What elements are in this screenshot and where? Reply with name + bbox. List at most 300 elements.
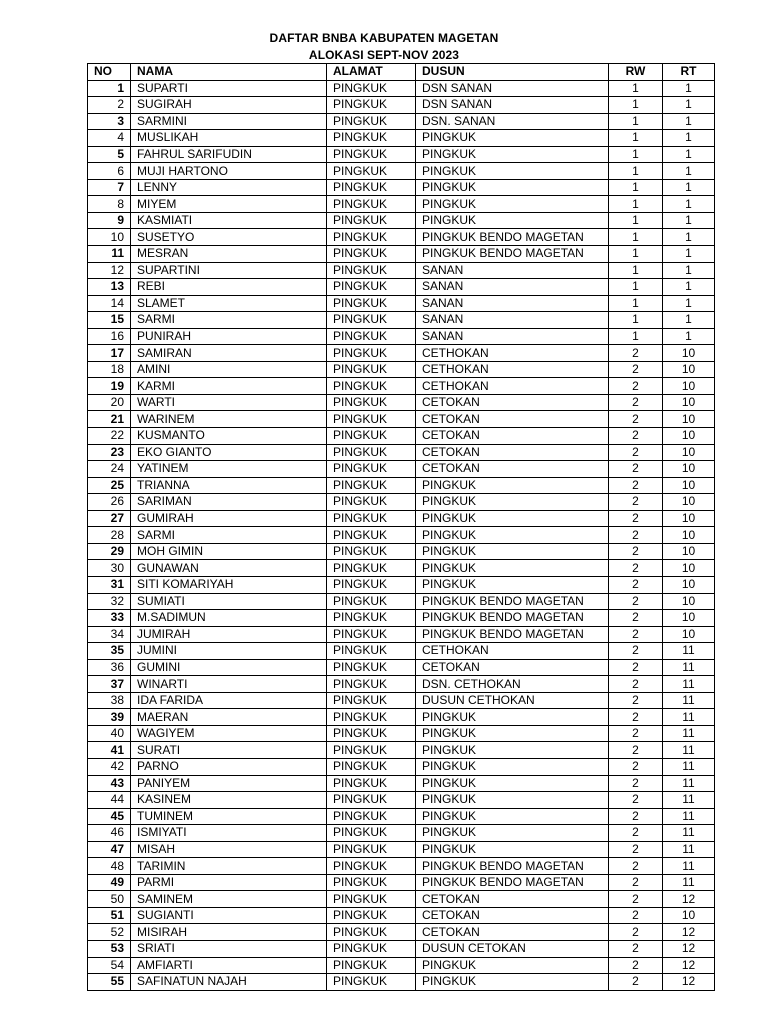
- cell-no: 38: [88, 692, 131, 709]
- cell-rt: 1: [663, 312, 715, 329]
- cell-dusun: PINGKUK: [416, 825, 609, 842]
- cell-alamat: PINGKUK: [327, 246, 416, 263]
- cell-rw: 2: [609, 345, 663, 362]
- cell-dusun: PINGKUK: [416, 163, 609, 180]
- table-row: [88, 312, 715, 329]
- cell-nama: SURATI: [131, 742, 327, 759]
- cell-rt: 10: [663, 543, 715, 560]
- cell-no: 2: [88, 97, 131, 114]
- cell-nama: PUNIRAH: [131, 328, 327, 345]
- cell-alamat: PINGKUK: [327, 692, 416, 709]
- cell-alamat: PINGKUK: [327, 113, 416, 130]
- cell-alamat: PINGKUK: [327, 130, 416, 147]
- cell-no: 3: [88, 113, 131, 130]
- cell-alamat: PINGKUK: [327, 394, 416, 411]
- table-row: [88, 825, 715, 842]
- cell-dusun: CETOKAN: [416, 659, 609, 676]
- cell-dusun: CETOKAN: [416, 411, 609, 428]
- cell-alamat: PINGKUK: [327, 792, 416, 809]
- cell-dusun: PINGKUK: [416, 130, 609, 147]
- cell-no: 44: [88, 792, 131, 809]
- cell-nama: MOH GIMIN: [131, 543, 327, 560]
- cell-rt: 1: [663, 97, 715, 114]
- cell-rw: 1: [609, 113, 663, 130]
- cell-dusun: PINGKUK: [416, 212, 609, 229]
- cell-alamat: PINGKUK: [327, 80, 416, 97]
- cell-alamat: PINGKUK: [327, 179, 416, 196]
- cell-rt: 1: [663, 246, 715, 263]
- table-row: [88, 130, 715, 147]
- cell-no: 12: [88, 262, 131, 279]
- table-row: [88, 626, 715, 643]
- cell-rt: 1: [663, 328, 715, 345]
- cell-nama: WARTI: [131, 394, 327, 411]
- cell-rt: 1: [663, 146, 715, 163]
- cell-rw: 2: [609, 858, 663, 875]
- table-row: [88, 527, 715, 544]
- cell-alamat: PINGKUK: [327, 758, 416, 775]
- cell-rw: 2: [609, 940, 663, 957]
- document-header: [0, 30, 768, 63]
- table-row: [88, 262, 715, 279]
- cell-no: 21: [88, 411, 131, 428]
- cell-alamat: PINGKUK: [327, 924, 416, 941]
- cell-rt: 1: [663, 279, 715, 296]
- cell-rw: 2: [609, 725, 663, 742]
- cell-dusun: PINGKUK: [416, 792, 609, 809]
- table-row: [88, 924, 715, 941]
- cell-rt: 10: [663, 610, 715, 627]
- cell-dusun: SANAN: [416, 312, 609, 329]
- cell-alamat: PINGKUK: [327, 163, 416, 180]
- cell-dusun: PINGKUK BENDO MAGETAN: [416, 246, 609, 263]
- cell-dusun: PINGKUK: [416, 808, 609, 825]
- table-body: [88, 80, 715, 990]
- cell-dusun: DUSUN CETHOKAN: [416, 692, 609, 709]
- cell-alamat: PINGKUK: [327, 626, 416, 643]
- cell-rw: 2: [609, 610, 663, 627]
- table-row: [88, 907, 715, 924]
- table-row: [88, 411, 715, 428]
- cell-rt: 1: [663, 212, 715, 229]
- cell-dusun: DSN. SANAN: [416, 113, 609, 130]
- table-row: [88, 394, 715, 411]
- cell-rw: 1: [609, 262, 663, 279]
- cell-rw: 2: [609, 692, 663, 709]
- cell-rt: 11: [663, 692, 715, 709]
- table-row: [88, 163, 715, 180]
- cell-rw: 2: [609, 758, 663, 775]
- cell-dusun: CETHOKAN: [416, 345, 609, 362]
- cell-alamat: PINGKUK: [327, 146, 416, 163]
- cell-rt: 11: [663, 858, 715, 875]
- cell-dusun: SANAN: [416, 279, 609, 296]
- cell-alamat: PINGKUK: [327, 593, 416, 610]
- column-header-alamat: ALAMAT: [327, 64, 416, 81]
- cell-rw: 2: [609, 593, 663, 610]
- cell-alamat: PINGKUK: [327, 825, 416, 842]
- cell-nama: KARMI: [131, 378, 327, 395]
- cell-rt: 12: [663, 940, 715, 957]
- table-row: [88, 246, 715, 263]
- cell-alamat: PINGKUK: [327, 527, 416, 544]
- recipient-table: [87, 63, 715, 991]
- cell-no: 40: [88, 725, 131, 742]
- cell-rt: 10: [663, 560, 715, 577]
- cell-rt: 1: [663, 80, 715, 97]
- table-row: [88, 494, 715, 511]
- cell-nama: LENNY: [131, 179, 327, 196]
- cell-rt: 11: [663, 643, 715, 660]
- cell-nama: WINARTI: [131, 676, 327, 693]
- cell-nama: SUPARTINI: [131, 262, 327, 279]
- cell-alamat: PINGKUK: [327, 775, 416, 792]
- cell-nama: M.SADIMUN: [131, 610, 327, 627]
- table-row: [88, 378, 715, 395]
- cell-no: 18: [88, 361, 131, 378]
- cell-no: 24: [88, 461, 131, 478]
- cell-rw: 2: [609, 461, 663, 478]
- cell-alamat: PINGKUK: [327, 510, 416, 527]
- cell-no: 23: [88, 444, 131, 461]
- cell-no: 1: [88, 80, 131, 97]
- cell-dusun: CETOKAN: [416, 461, 609, 478]
- cell-rt: 11: [663, 874, 715, 891]
- cell-rt: 10: [663, 477, 715, 494]
- cell-alamat: PINGKUK: [327, 361, 416, 378]
- cell-no: 33: [88, 610, 131, 627]
- cell-rt: 1: [663, 113, 715, 130]
- cell-no: 53: [88, 940, 131, 957]
- cell-nama: MESRAN: [131, 246, 327, 263]
- table-row: [88, 279, 715, 296]
- cell-rt: 10: [663, 576, 715, 593]
- cell-nama: PANIYEM: [131, 775, 327, 792]
- cell-rt: 11: [663, 808, 715, 825]
- cell-alamat: PINGKUK: [327, 345, 416, 362]
- cell-no: 15: [88, 312, 131, 329]
- cell-alamat: PINGKUK: [327, 610, 416, 627]
- cell-nama: TUMINEM: [131, 808, 327, 825]
- cell-nama: SUMIATI: [131, 593, 327, 610]
- cell-no: 48: [88, 858, 131, 875]
- cell-rw: 2: [609, 874, 663, 891]
- cell-rw: 2: [609, 477, 663, 494]
- cell-alamat: PINGKUK: [327, 196, 416, 213]
- cell-rt: 11: [663, 825, 715, 842]
- table-row: [88, 610, 715, 627]
- table-row: [88, 461, 715, 478]
- cell-rt: 11: [663, 659, 715, 676]
- cell-alamat: PINGKUK: [327, 907, 416, 924]
- cell-dusun: PINGKUK: [416, 957, 609, 974]
- cell-nama: YATINEM: [131, 461, 327, 478]
- table-row: [88, 477, 715, 494]
- cell-rw: 2: [609, 576, 663, 593]
- table-row: [88, 758, 715, 775]
- cell-rw: 2: [609, 361, 663, 378]
- cell-no: 9: [88, 212, 131, 229]
- cell-nama: WARINEM: [131, 411, 327, 428]
- cell-nama: SUPARTI: [131, 80, 327, 97]
- cell-dusun: CETHOKAN: [416, 643, 609, 660]
- cell-rt: 1: [663, 163, 715, 180]
- table-row: [88, 858, 715, 875]
- cell-alamat: PINGKUK: [327, 858, 416, 875]
- cell-nama: MUSLIKAH: [131, 130, 327, 147]
- cell-nama: GUNAWAN: [131, 560, 327, 577]
- cell-rw: 1: [609, 80, 663, 97]
- cell-dusun: DSN SANAN: [416, 97, 609, 114]
- cell-rt: 10: [663, 361, 715, 378]
- cell-rw: 2: [609, 907, 663, 924]
- cell-dusun: SANAN: [416, 295, 609, 312]
- table-header-row: [88, 64, 715, 81]
- cell-dusun: PINGKUK BENDO MAGETAN: [416, 874, 609, 891]
- cell-rw: 2: [609, 659, 663, 676]
- cell-no: 16: [88, 328, 131, 345]
- cell-dusun: PINGKUK BENDO MAGETAN: [416, 610, 609, 627]
- cell-alamat: PINGKUK: [327, 874, 416, 891]
- cell-alamat: PINGKUK: [327, 891, 416, 908]
- cell-dusun: CETHOKAN: [416, 361, 609, 378]
- cell-no: 31: [88, 576, 131, 593]
- cell-dusun: PINGKUK: [416, 974, 609, 991]
- cell-nama: KASMIATI: [131, 212, 327, 229]
- cell-alamat: PINGKUK: [327, 444, 416, 461]
- cell-rw: 1: [609, 212, 663, 229]
- table-row: [88, 792, 715, 809]
- cell-alamat: PINGKUK: [327, 411, 416, 428]
- cell-nama: GUMINI: [131, 659, 327, 676]
- cell-alamat: PINGKUK: [327, 97, 416, 114]
- cell-alamat: PINGKUK: [327, 378, 416, 395]
- cell-rw: 1: [609, 179, 663, 196]
- cell-nama: SAMIRAN: [131, 345, 327, 362]
- table-row: [88, 725, 715, 742]
- cell-nama: SLAMET: [131, 295, 327, 312]
- table-row: [88, 510, 715, 527]
- cell-alamat: PINGKUK: [327, 808, 416, 825]
- cell-no: 50: [88, 891, 131, 908]
- cell-rw: 2: [609, 527, 663, 544]
- table-row: [88, 957, 715, 974]
- cell-nama: WAGIYEM: [131, 725, 327, 742]
- table-row: [88, 692, 715, 709]
- table-row: [88, 97, 715, 114]
- cell-nama: MAERAN: [131, 709, 327, 726]
- cell-dusun: PINGKUK BENDO MAGETAN: [416, 593, 609, 610]
- cell-no: 51: [88, 907, 131, 924]
- cell-rw: 2: [609, 394, 663, 411]
- cell-alamat: PINGKUK: [327, 461, 416, 478]
- column-header-dusun: DUSUN: [416, 64, 609, 81]
- table-row: [88, 179, 715, 196]
- table-row: [88, 229, 715, 246]
- cell-rt: 1: [663, 196, 715, 213]
- cell-rt: 12: [663, 924, 715, 941]
- cell-no: 35: [88, 643, 131, 660]
- cell-rw: 1: [609, 279, 663, 296]
- cell-rw: 2: [609, 775, 663, 792]
- cell-rt: 12: [663, 957, 715, 974]
- cell-rt: 12: [663, 974, 715, 991]
- table-row: [88, 560, 715, 577]
- cell-alamat: PINGKUK: [327, 494, 416, 511]
- table-row: [88, 891, 715, 908]
- cell-rw: 2: [609, 742, 663, 759]
- cell-rw: 1: [609, 130, 663, 147]
- cell-alamat: PINGKUK: [327, 709, 416, 726]
- cell-rw: 2: [609, 957, 663, 974]
- cell-dusun: PINGKUK: [416, 560, 609, 577]
- table-row: [88, 709, 715, 726]
- cell-nama: SARMINI: [131, 113, 327, 130]
- cell-dusun: CETOKAN: [416, 428, 609, 445]
- table-row: [88, 428, 715, 445]
- cell-no: 29: [88, 543, 131, 560]
- cell-rt: 11: [663, 841, 715, 858]
- cell-rt: 11: [663, 676, 715, 693]
- cell-dusun: PINGKUK: [416, 543, 609, 560]
- cell-no: 46: [88, 825, 131, 842]
- cell-rt: 10: [663, 378, 715, 395]
- cell-dusun: CETOKAN: [416, 891, 609, 908]
- cell-dusun: CETOKAN: [416, 444, 609, 461]
- cell-alamat: PINGKUK: [327, 643, 416, 660]
- cell-no: 28: [88, 527, 131, 544]
- cell-dusun: PINGKUK: [416, 725, 609, 742]
- cell-no: 27: [88, 510, 131, 527]
- cell-nama: SITI KOMARIYAH: [131, 576, 327, 593]
- cell-rw: 2: [609, 626, 663, 643]
- table-row: [88, 444, 715, 461]
- cell-rt: 10: [663, 411, 715, 428]
- cell-dusun: DUSUN CETOKAN: [416, 940, 609, 957]
- cell-dusun: PINGKUK BENDO MAGETAN: [416, 229, 609, 246]
- cell-no: 37: [88, 676, 131, 693]
- cell-alamat: PINGKUK: [327, 428, 416, 445]
- cell-rt: 1: [663, 229, 715, 246]
- cell-rt: 10: [663, 444, 715, 461]
- cell-no: 41: [88, 742, 131, 759]
- cell-rw: 1: [609, 295, 663, 312]
- cell-rt: 10: [663, 593, 715, 610]
- table-row: [88, 841, 715, 858]
- cell-rw: 2: [609, 676, 663, 693]
- cell-dusun: PINGKUK BENDO MAGETAN: [416, 626, 609, 643]
- cell-nama: MUJI HARTONO: [131, 163, 327, 180]
- cell-rw: 2: [609, 444, 663, 461]
- table-row: [88, 643, 715, 660]
- cell-nama: TRIANNA: [131, 477, 327, 494]
- table-row: [88, 361, 715, 378]
- cell-alamat: PINGKUK: [327, 262, 416, 279]
- cell-nama: FAHRUL SARIFUDIN: [131, 146, 327, 163]
- column-header-rt: RT: [663, 64, 715, 81]
- cell-no: 22: [88, 428, 131, 445]
- cell-dusun: PINGKUK: [416, 510, 609, 527]
- cell-rw: 2: [609, 808, 663, 825]
- column-header-rw: RW: [609, 64, 663, 81]
- cell-nama: TARIMIN: [131, 858, 327, 875]
- cell-no: 49: [88, 874, 131, 891]
- column-header-nama: NAMA: [131, 64, 327, 81]
- cell-rt: 10: [663, 345, 715, 362]
- table-row: [88, 742, 715, 759]
- cell-alamat: PINGKUK: [327, 279, 416, 296]
- cell-nama: SAFINATUN NAJAH: [131, 974, 327, 991]
- cell-nama: SARIMAN: [131, 494, 327, 511]
- cell-nama: PARMI: [131, 874, 327, 891]
- cell-nama: SUSETYO: [131, 229, 327, 246]
- cell-rw: 2: [609, 924, 663, 941]
- cell-rw: 2: [609, 825, 663, 842]
- cell-rw: 2: [609, 709, 663, 726]
- cell-rw: 2: [609, 643, 663, 660]
- cell-nama: SRIATI: [131, 940, 327, 957]
- cell-no: 6: [88, 163, 131, 180]
- table-row: [88, 80, 715, 97]
- cell-rt: 10: [663, 527, 715, 544]
- cell-no: 34: [88, 626, 131, 643]
- cell-rw: 2: [609, 543, 663, 560]
- cell-alamat: PINGKUK: [327, 543, 416, 560]
- cell-rw: 2: [609, 510, 663, 527]
- cell-no: 14: [88, 295, 131, 312]
- cell-alamat: PINGKUK: [327, 957, 416, 974]
- cell-rt: 12: [663, 891, 715, 908]
- table-row: [88, 196, 715, 213]
- cell-nama: GUMIRAH: [131, 510, 327, 527]
- cell-rt: 10: [663, 510, 715, 527]
- cell-dusun: PINGKUK: [416, 576, 609, 593]
- cell-rw: 2: [609, 891, 663, 908]
- cell-rt: 11: [663, 792, 715, 809]
- cell-no: 19: [88, 378, 131, 395]
- cell-rt: 10: [663, 461, 715, 478]
- cell-nama: MIYEM: [131, 196, 327, 213]
- cell-dusun: CETOKAN: [416, 907, 609, 924]
- cell-alamat: PINGKUK: [327, 212, 416, 229]
- cell-no: 17: [88, 345, 131, 362]
- cell-no: 45: [88, 808, 131, 825]
- cell-no: 25: [88, 477, 131, 494]
- cell-nama: ISMIYATI: [131, 825, 327, 842]
- cell-dusun: PINGKUK: [416, 477, 609, 494]
- cell-nama: EKO GIANTO: [131, 444, 327, 461]
- cell-no: 20: [88, 394, 131, 411]
- document-subtitle: ALOKASI SEPT-NOV 2023: [308, 47, 460, 62]
- cell-rt: 11: [663, 758, 715, 775]
- cell-no: 11: [88, 246, 131, 263]
- cell-dusun: PINGKUK: [416, 775, 609, 792]
- cell-rw: 2: [609, 841, 663, 858]
- cell-dusun: SANAN: [416, 262, 609, 279]
- cell-dusun: PINGKUK: [416, 841, 609, 858]
- cell-rw: 1: [609, 246, 663, 263]
- cell-nama: AMINI: [131, 361, 327, 378]
- cell-rt: 10: [663, 494, 715, 511]
- cell-nama: SARMI: [131, 527, 327, 544]
- cell-nama: REBI: [131, 279, 327, 296]
- cell-dusun: PINGKUK: [416, 527, 609, 544]
- cell-dusun: PINGKUK BENDO MAGETAN: [416, 858, 609, 875]
- cell-nama: SAMINEM: [131, 891, 327, 908]
- table-row: [88, 874, 715, 891]
- table-row: [88, 808, 715, 825]
- cell-nama: JUMINI: [131, 643, 327, 660]
